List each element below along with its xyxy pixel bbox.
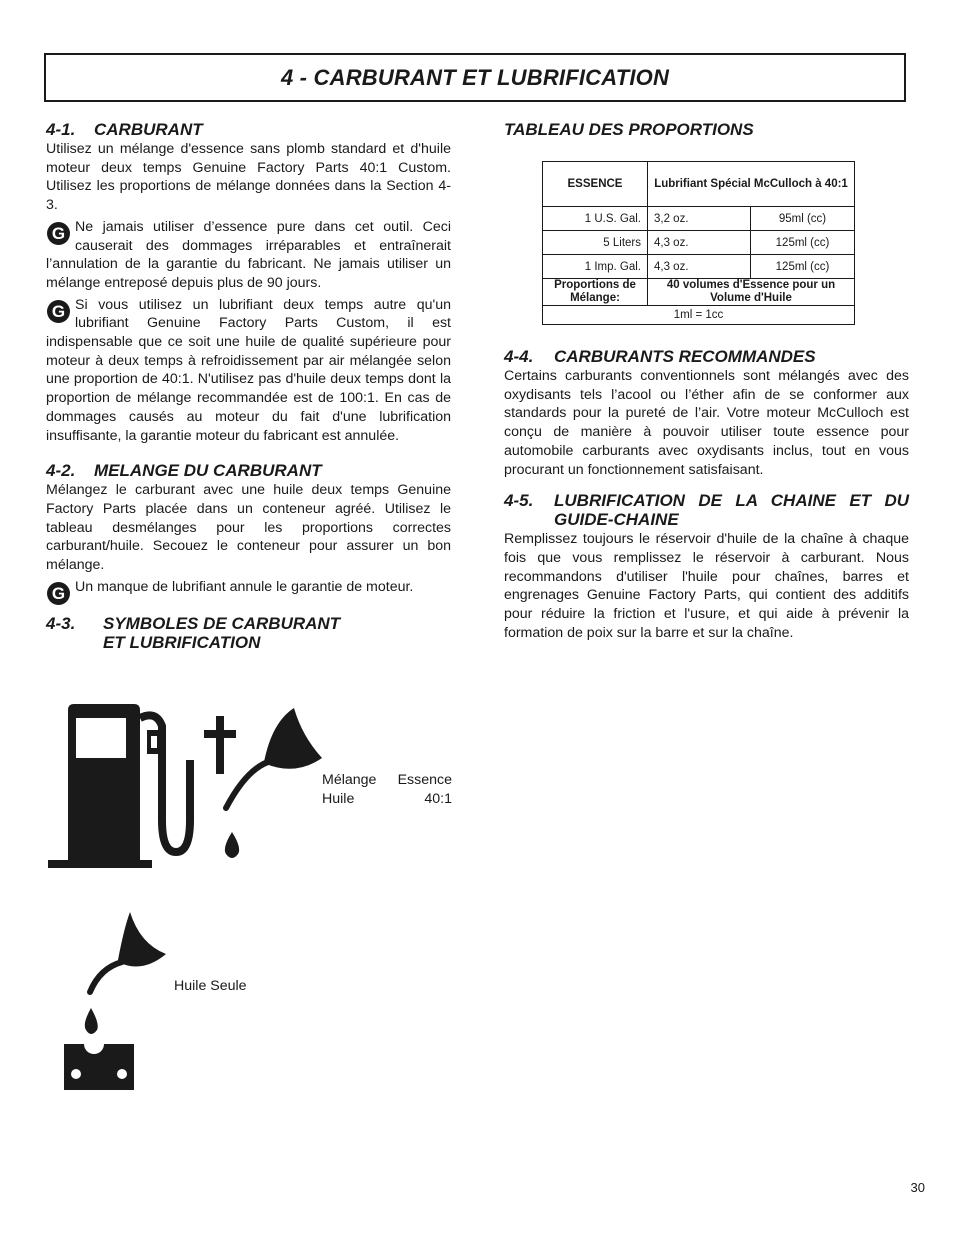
table-header-cell: ESSENCE	[543, 162, 648, 207]
table-heading	[504, 120, 909, 139]
section-4-3-heading	[46, 614, 451, 652]
section-title-line: LUBRIFICATION DE LA CHAINE ET DU	[554, 491, 909, 511]
chapter-title-box	[44, 53, 906, 102]
note-text: Ne jamais utiliser d’essence pure dans cet outil. Ceci causerait des dommages irréparables et entraînerait l’annulation de la garantie du fabricant. Ne jamais utiliser un mélange entreposé depuis plus de 90 jours.	[46, 218, 451, 291]
section-number: 4-4.	[504, 347, 534, 366]
table-cell: 4,3 oz.	[648, 255, 751, 279]
table-cell: 40 volumes d'Essence pour un Volume d'Huile	[648, 279, 855, 306]
section-title: CARBURANT	[94, 120, 203, 139]
table-cell: 3,2 oz.	[648, 207, 751, 231]
table-cell: 4,3 oz.	[648, 231, 751, 255]
table-cell: 125ml (cc)	[751, 231, 855, 255]
table-header-row	[543, 162, 855, 207]
table-cell: 5 Liters	[543, 231, 648, 255]
warning-note	[46, 218, 451, 293]
section-title	[103, 614, 451, 652]
proportions-table-wrap	[542, 161, 909, 325]
g-warning-icon: G	[47, 582, 70, 605]
note-text: Si vous utilisez un lubrifiant deux temps autre qu'un lubrifiant Genuine Factory Parts Custom, il est indispensable que ce soit une huile de qualité supérieure pour moteur à deux temps à refroidissement par air mélangée selon une proportion de 40:1. N'utilisez pas d'huile deux temps dont la proportion de mélange recommandée est de 100:1. En cas de dommages causés au moteur du fait d'une lubrification insuffisante, la garantie moteur du fabricant est annulée.	[46, 296, 451, 444]
mix-symbol-caption: Mélange Essence Huile 40:1	[322, 772, 452, 807]
section-number: 4-1.	[46, 120, 76, 139]
paragraph: Utilisez un mélange d'essence sans plomb standard et d'huile moteur deux temps Genuine Factory Parts 40:1 Custom. Utilisez les proportions de mélange données dans la Section 4-3.	[46, 141, 451, 214]
section-4-1-heading	[46, 120, 451, 139]
g-warning-icon: G	[47, 222, 70, 245]
paragraph: Certains carburants conventionnels sont mélangés avec des oxydisants tels l’acool ou l’éther afin de se conformer aux standards pour la pureté de l’air. Votre moteur McCulloch est conçu de manière à pouvoir utiliser toute essence pour automobile carburants avec oxydisants inclus, tout en vous procurant un fonctionnement satisfaisant.	[504, 368, 909, 478]
chapter-title: 4 - CARBURANT ET LUBRIFICATION	[280, 64, 670, 90]
oil-symbol-caption: Huile Seule	[174, 978, 247, 994]
section-title-line: ET LUBRIFICATION	[103, 633, 261, 653]
page-number: 30	[910, 1180, 925, 1195]
table-cell: 1 U.S. Gal.	[543, 207, 648, 231]
paragraph: Mélangez le carburant avec une huile deux temps Genuine Factory Parts placée dans un conteneur agréé. Utilisez le tableau desmélanges pour les proportions correctes carburant/huile. Secouez le conteneur pour assurer un bon mélange.	[46, 482, 451, 574]
section-number: 4-5.	[504, 491, 534, 511]
table-header-cell: Lubrifiant Spécial McCulloch à 40:1	[648, 162, 855, 207]
section-title: MELANGE DU CARBURANT	[94, 461, 322, 481]
right-column	[504, 120, 909, 642]
table-cell: 125ml (cc)	[751, 255, 855, 279]
table-row	[543, 255, 855, 279]
table-title: TABLEAU DES PROPORTIONS	[504, 120, 754, 139]
table-cell: Proportions de Mélange:	[543, 279, 648, 306]
table-row	[543, 231, 855, 255]
table-row	[543, 207, 855, 231]
section-title: CARBURANTS RECOMMANDES	[554, 347, 816, 366]
oil-only-symbol-icon	[60, 908, 175, 1093]
section-4-4-heading	[504, 347, 909, 366]
table-footer-row	[543, 306, 855, 325]
paragraph: Remplissez toujours le réservoir d'huile de la chaîne à chaque fois que vous remplissez le réservoir à carburant. Nous recommandons d'utiliser l'huile pour chaînes, barres et engrenages Genuine Factory Parts, qui contient des additifs pour réduire la friction et l'usure, et qui aide à prévenir la formation de poix sur la barre et sur la chaîne.	[504, 531, 909, 641]
table-row	[543, 279, 855, 306]
section-number: 4-2.	[46, 461, 76, 481]
note-text: Un manque de lubrifiant annule le garantie de moteur.	[75, 578, 414, 595]
table-cell: 95ml (cc)	[751, 207, 855, 231]
warning-note	[46, 296, 451, 446]
section-number: 4-3.	[46, 614, 76, 634]
section-title-line: SYMBOLES DE CARBURANT	[103, 614, 341, 634]
warning-note	[46, 578, 451, 603]
proportions-table	[542, 161, 855, 325]
section-title	[554, 491, 909, 529]
section-title-line: GUIDE-CHAINE	[554, 510, 679, 530]
left-column	[46, 120, 451, 652]
section-4-5-heading	[504, 491, 909, 529]
table-footer-cell: 1ml = 1cc	[543, 306, 855, 325]
table-cell: 1 Imp. Gal.	[543, 255, 648, 279]
g-warning-icon: G	[47, 300, 70, 323]
fuel-mix-symbol-icon	[46, 700, 326, 875]
section-4-2-heading	[46, 461, 451, 480]
